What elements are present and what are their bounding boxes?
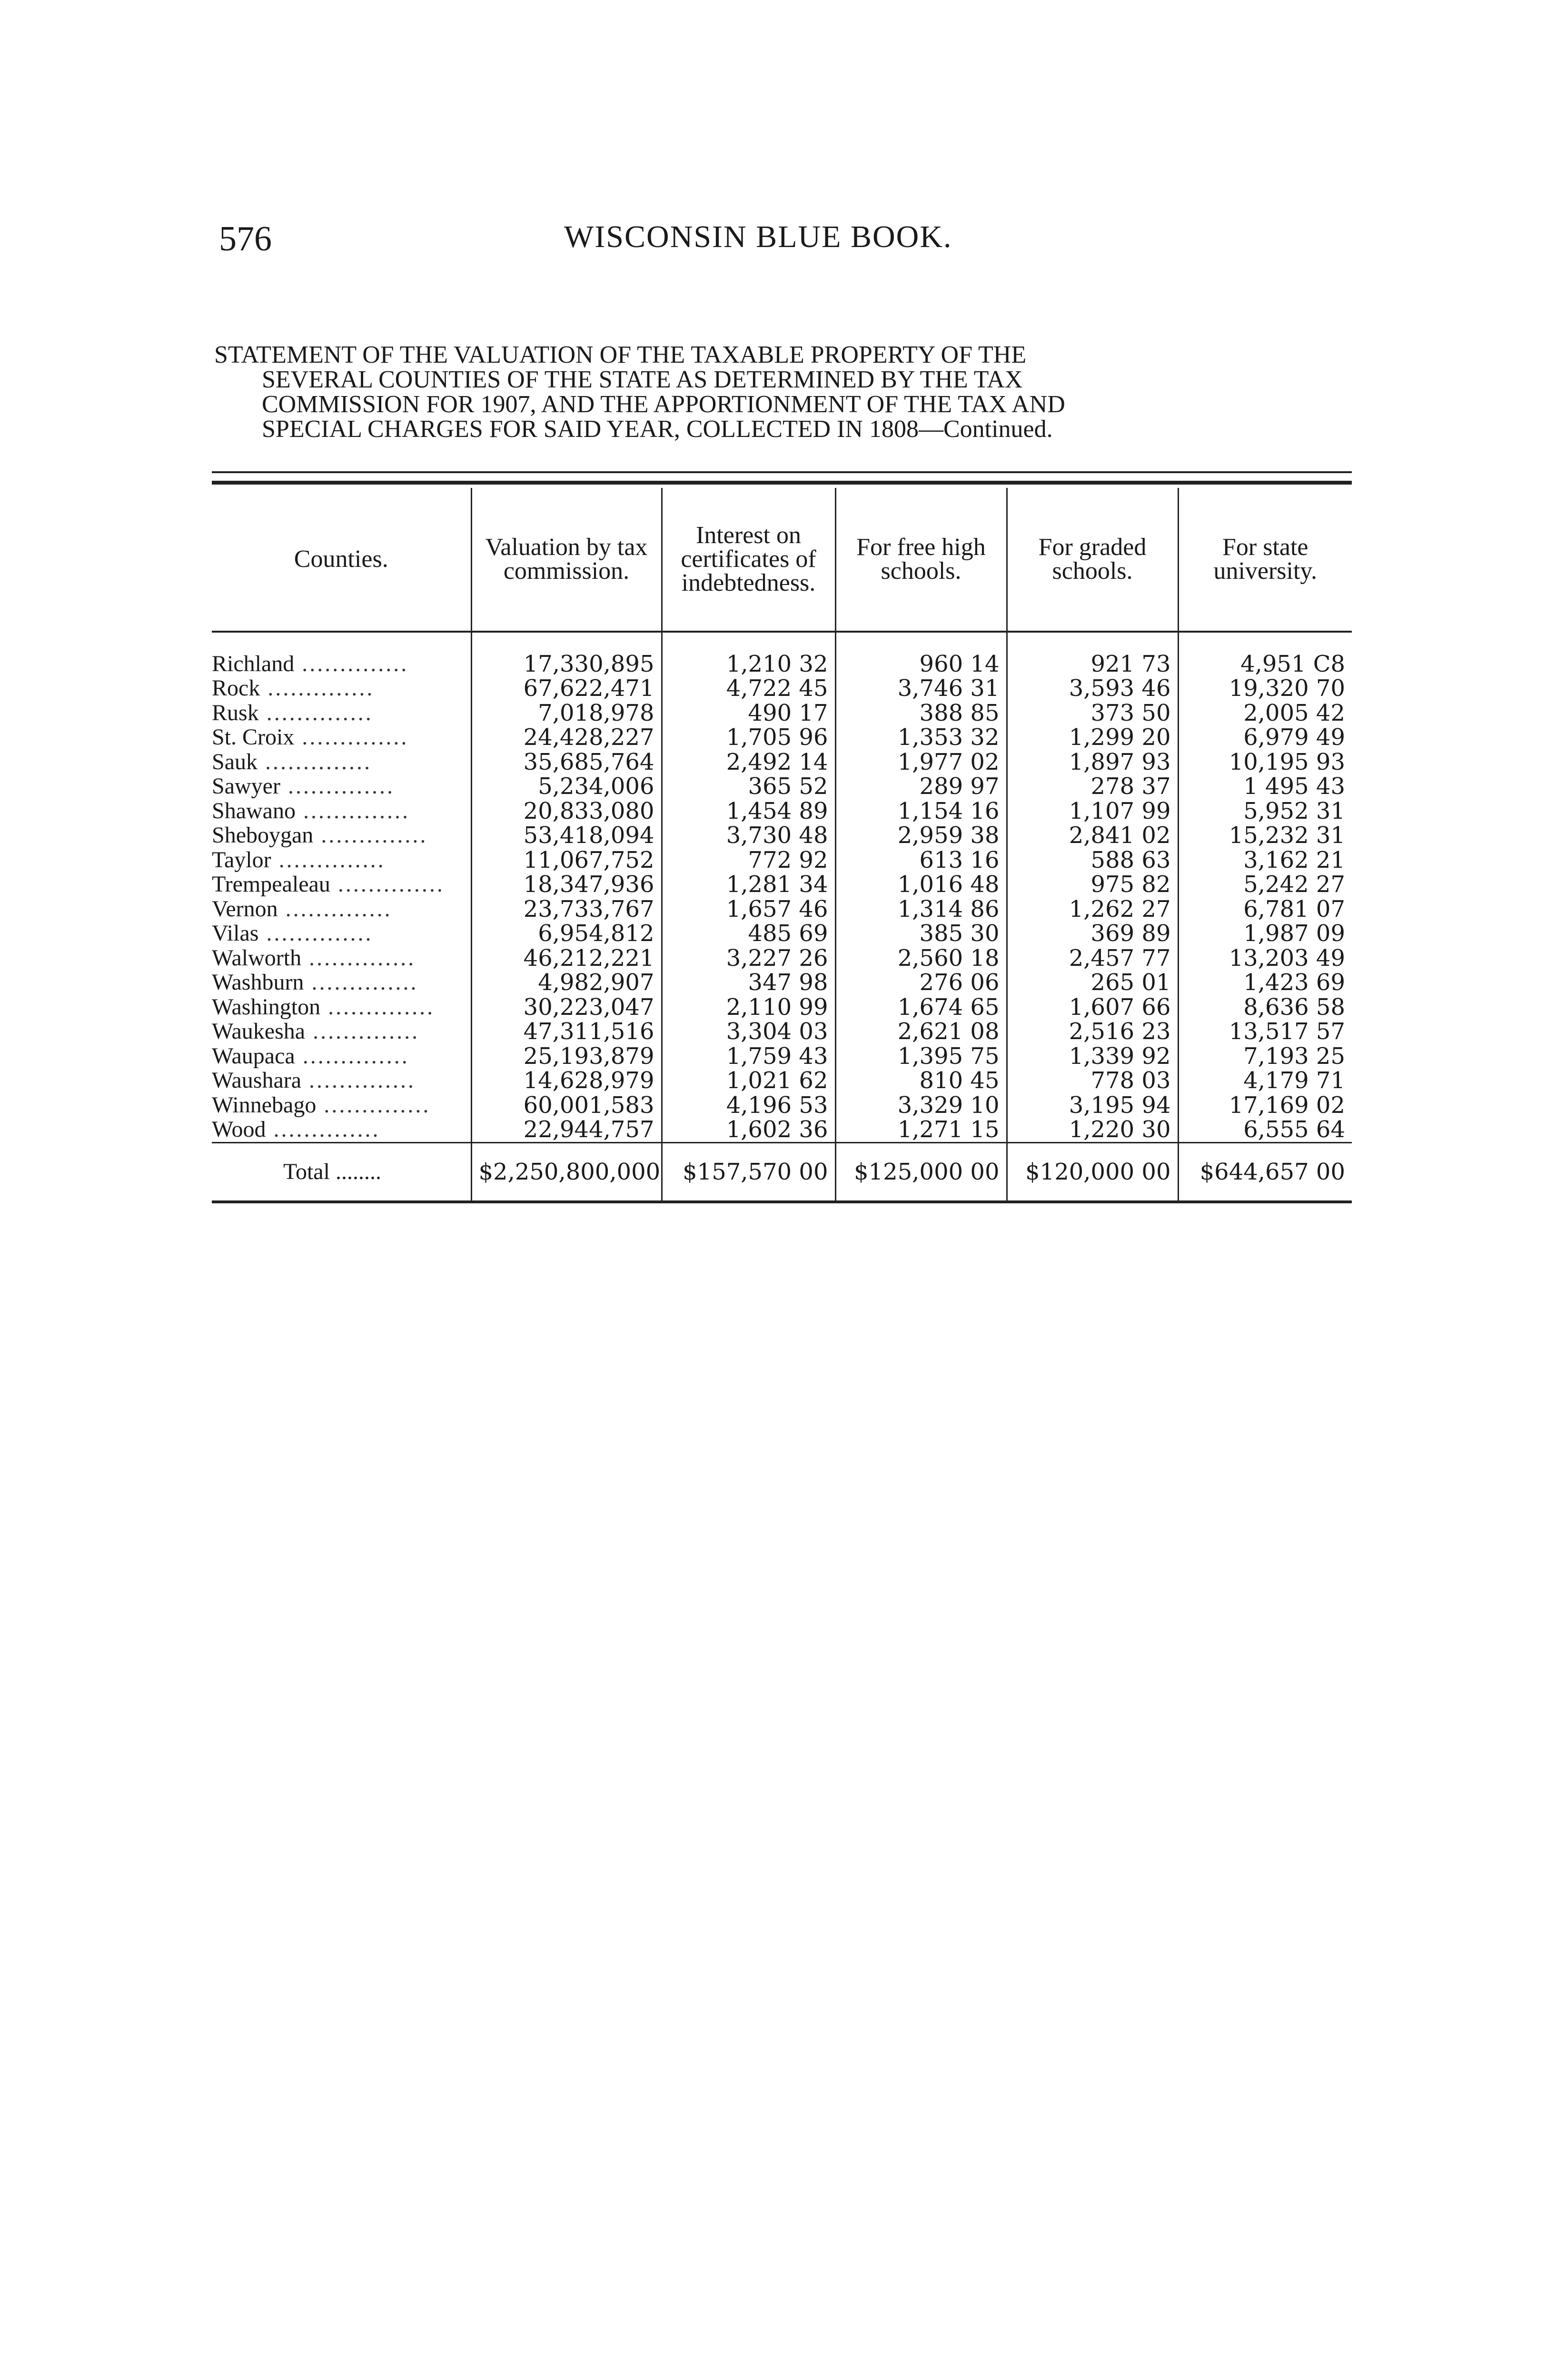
table-row [212, 848, 1352, 873]
cell-county: Rock .............. [212, 676, 375, 701]
running-title: WISCONSIN BLUE BOOK. [564, 219, 952, 254]
caption-line: SPECIAL CHARGES FOR SAID YEAR, COLLECTED IN 1808—Continued. [262, 416, 1053, 443]
cell-valuation: 6,954,812 [471, 922, 662, 946]
cell-graded-schools: 2,457 77 [1007, 946, 1178, 971]
cell-county: Waushara .............. [212, 1068, 416, 1093]
cell-graded-schools: 1,262 27 [1007, 897, 1178, 922]
cell-county: Shawano .............. [212, 799, 410, 823]
table-row [212, 946, 1352, 971]
cell-interest: 772 92 [662, 848, 835, 873]
table-row [212, 1093, 1352, 1118]
cell-high-schools: 385 30 [835, 922, 1007, 946]
cell-high-schools: 1,977 02 [835, 750, 1007, 774]
table-row [212, 632, 1352, 676]
table-row [212, 676, 1352, 701]
cell-county: Trempealeau .............. [212, 872, 445, 897]
cell-county: Waukesha .............. [212, 1019, 420, 1044]
cell-high-schools: 2,959 38 [835, 823, 1007, 848]
cell-interest: 1,705 96 [662, 725, 835, 750]
cell-county: Rusk .............. [212, 701, 373, 725]
cell-interest: 485 69 [662, 922, 835, 946]
cell-valuation: 46,212,221 [471, 946, 662, 971]
cell-high-schools: 1,353 32 [835, 725, 1007, 750]
cell-graded-schools: 2,516 23 [1007, 1020, 1178, 1044]
cell-high-schools: 810 45 [835, 1069, 1007, 1093]
cell-interest: 3,730 48 [662, 823, 835, 848]
total-interest: $157,570 00 [662, 1143, 835, 1202]
table-body [212, 632, 1352, 1143]
cell-high-schools: 2,560 18 [835, 946, 1007, 971]
column-header-university: For state university. [1178, 488, 1352, 632]
cell-graded-schools: 1,220 30 [1007, 1118, 1178, 1143]
cell-valuation: 30,223,047 [471, 995, 662, 1020]
cell-high-schools: 276 06 [835, 971, 1007, 995]
cell-county: Vernon .............. [212, 897, 392, 922]
cell-interest: 4,196 53 [662, 1093, 835, 1118]
cell-university: 19,320 70 [1178, 676, 1352, 701]
cell-interest: 1,602 36 [662, 1118, 835, 1143]
total-graded-schools: $120,000 00 [1007, 1143, 1178, 1202]
cell-county: Walworth .............. [212, 946, 416, 971]
cell-high-schools: 289 97 [835, 774, 1007, 799]
cell-county: St. Croix .............. [212, 725, 409, 750]
cell-high-schools: 1,154 16 [835, 799, 1007, 823]
cell-county: Sheboygan .............. [212, 823, 428, 848]
double-rule [212, 471, 1352, 485]
cell-university: 6,979 49 [1178, 725, 1352, 750]
cell-county: Wood .............. [212, 1117, 380, 1142]
total-label: Total ........ [283, 1159, 381, 1184]
cell-valuation: 18,347,936 [471, 873, 662, 897]
table-row [212, 725, 1352, 750]
cell-high-schools: 960 14 [835, 632, 1007, 676]
cell-university: 1,423 69 [1178, 971, 1352, 995]
cell-interest: 3,304 03 [662, 1020, 835, 1044]
cell-university: 1 495 43 [1178, 774, 1352, 799]
cell-valuation: 22,944,757 [471, 1118, 662, 1143]
cell-valuation: 5,234,006 [471, 774, 662, 799]
cell-interest: 3,227 26 [662, 946, 835, 971]
cell-valuation: 47,311,516 [471, 1020, 662, 1044]
cell-university: 13,517 57 [1178, 1020, 1352, 1044]
caption-line: STATEMENT OF THE VALUATION OF THE TAXABLE PROPERTY OF THE [214, 341, 1027, 368]
cell-university: 15,232 31 [1178, 823, 1352, 848]
table-row [212, 750, 1352, 774]
cell-graded-schools: 1,299 20 [1007, 725, 1178, 750]
caption-line: COMMISSION FOR 1907, AND THE APPORTIONMENT OF THE TAX AND [262, 391, 1065, 418]
column-header-valuation: Valuation by tax commission. [471, 488, 662, 632]
cell-graded-schools: 373 50 [1007, 701, 1178, 725]
valuation-table [212, 488, 1352, 1203]
table-row [212, 1118, 1352, 1143]
cell-university: 17,169 02 [1178, 1093, 1352, 1118]
column-header-counties: Counties. [294, 545, 388, 573]
cell-interest: 347 98 [662, 971, 835, 995]
total-row [212, 1143, 1352, 1202]
cell-valuation: 53,418,094 [471, 823, 662, 848]
cell-interest: 4,722 45 [662, 676, 835, 701]
cell-valuation: 7,018,978 [471, 701, 662, 725]
cell-university: 6,781 07 [1178, 897, 1352, 922]
cell-graded-schools: 369 89 [1007, 922, 1178, 946]
cell-county: Richland .............. [212, 651, 409, 676]
cell-valuation: 17,330,895 [471, 632, 662, 676]
cell-interest: 1,657 46 [662, 897, 835, 922]
table-row [212, 897, 1352, 922]
cell-high-schools: 1,016 48 [835, 873, 1007, 897]
caption-line: SEVERAL COUNTIES OF THE STATE AS DETERMINED BY THE TAX [262, 366, 1023, 393]
cell-graded-schools: 265 01 [1007, 971, 1178, 995]
cell-valuation: 35,685,764 [471, 750, 662, 774]
cell-valuation: 23,733,767 [471, 897, 662, 922]
table-row [212, 922, 1352, 946]
total-high-schools: $125,000 00 [835, 1143, 1007, 1202]
cell-county: Sauk .............. [212, 750, 372, 774]
table-row [212, 1069, 1352, 1093]
cell-high-schools: 3,746 31 [835, 676, 1007, 701]
cell-graded-schools: 778 03 [1007, 1069, 1178, 1093]
cell-valuation: 20,833,080 [471, 799, 662, 823]
cell-graded-schools: 3,593 46 [1007, 676, 1178, 701]
cell-graded-schools: 588 63 [1007, 848, 1178, 873]
cell-university: 4,179 71 [1178, 1069, 1352, 1093]
cell-county: Waupaca .............. [212, 1044, 409, 1069]
cell-valuation: 60,001,583 [471, 1093, 662, 1118]
cell-graded-schools: 1,607 66 [1007, 995, 1178, 1020]
cell-interest: 1,210 32 [662, 632, 835, 676]
cell-interest: 490 17 [662, 701, 835, 725]
cell-valuation: 4,982,907 [471, 971, 662, 995]
page-number: 576 [219, 219, 272, 258]
cell-university: 13,203 49 [1178, 946, 1352, 971]
cell-valuation: 25,193,879 [471, 1044, 662, 1069]
column-header-graded-schools: For graded schools. [1007, 488, 1178, 632]
table-row [212, 799, 1352, 823]
cell-valuation: 11,067,752 [471, 848, 662, 873]
cell-interest: 1,454 89 [662, 799, 835, 823]
cell-interest: 1,759 43 [662, 1044, 835, 1069]
table-row [212, 1020, 1352, 1044]
cell-high-schools: 613 16 [835, 848, 1007, 873]
cell-high-schools: 3,329 10 [835, 1093, 1007, 1118]
cell-interest: 365 52 [662, 774, 835, 799]
total-university: $644,657 00 [1178, 1143, 1352, 1202]
table-row [212, 995, 1352, 1020]
cell-graded-schools: 1,107 99 [1007, 799, 1178, 823]
cell-high-schools: 1,271 15 [835, 1118, 1007, 1143]
cell-university: 5,242 27 [1178, 873, 1352, 897]
cell-high-schools: 1,395 75 [835, 1044, 1007, 1069]
cell-valuation: 14,628,979 [471, 1069, 662, 1093]
column-header-interest: Interest on certificates of indebtedness. [662, 488, 835, 632]
page-header [212, 219, 1354, 262]
cell-university: 5,952 31 [1178, 799, 1352, 823]
table-row [212, 823, 1352, 848]
header-row [212, 488, 1352, 632]
column-header-high-schools: For free high schools. [835, 488, 1007, 632]
table-row [212, 1044, 1352, 1069]
cell-county: Washington .............. [212, 995, 435, 1020]
cell-valuation: 67,622,471 [471, 676, 662, 701]
cell-county: Sawyer .............. [212, 774, 395, 799]
cell-university: 3,162 21 [1178, 848, 1352, 873]
total-valuation: $2,250,800,000 [471, 1143, 662, 1202]
cell-graded-schools: 975 82 [1007, 873, 1178, 897]
cell-university: 1,987 09 [1178, 922, 1352, 946]
cell-university: 8,636 58 [1178, 995, 1352, 1020]
cell-graded-schools: 3,195 94 [1007, 1093, 1178, 1118]
cell-high-schools: 2,621 08 [835, 1020, 1007, 1044]
cell-graded-schools: 921 73 [1007, 632, 1178, 676]
cell-county: Washburn .............. [212, 970, 418, 995]
cell-graded-schools: 2,841 02 [1007, 823, 1178, 848]
cell-graded-schools: 1,897 93 [1007, 750, 1178, 774]
cell-high-schools: 388 85 [835, 701, 1007, 725]
cell-university: 2,005 42 [1178, 701, 1352, 725]
cell-university: 7,193 25 [1178, 1044, 1352, 1069]
table-row [212, 701, 1352, 725]
cell-interest: 1,281 34 [662, 873, 835, 897]
cell-university: 6,555 64 [1178, 1118, 1352, 1143]
cell-graded-schools: 278 37 [1007, 774, 1178, 799]
cell-university: 10,195 93 [1178, 750, 1352, 774]
cell-valuation: 24,428,227 [471, 725, 662, 750]
table-row [212, 774, 1352, 799]
cell-university: 4,951 C8 [1178, 632, 1352, 676]
cell-high-schools: 1,314 86 [835, 897, 1007, 922]
cell-county: Winnebago .............. [212, 1093, 431, 1118]
cell-high-schools: 1,674 65 [835, 995, 1007, 1020]
cell-graded-schools: 1,339 92 [1007, 1044, 1178, 1069]
cell-interest: 2,492 14 [662, 750, 835, 774]
table-caption [214, 343, 1347, 442]
cell-interest: 2,110 99 [662, 995, 835, 1020]
cell-county: Taylor .............. [212, 848, 386, 873]
cell-interest: 1,021 62 [662, 1069, 835, 1093]
table-row [212, 971, 1352, 995]
cell-county: Vilas .............. [212, 921, 373, 946]
table-row [212, 873, 1352, 897]
